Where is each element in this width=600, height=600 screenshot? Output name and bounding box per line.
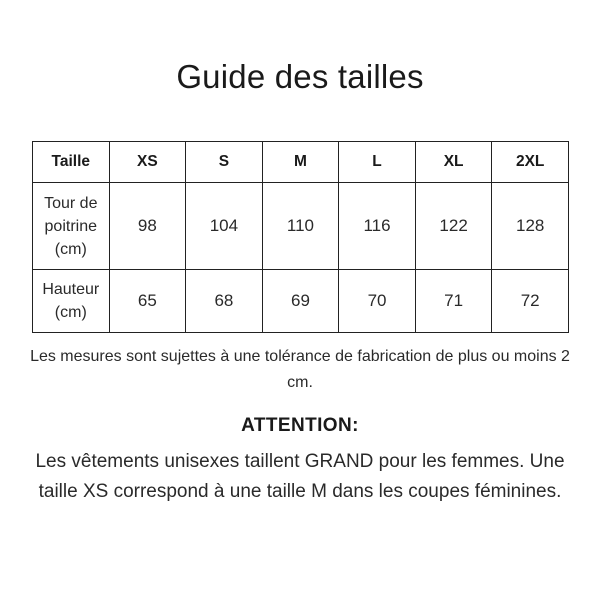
row-label-line: Tour de bbox=[44, 194, 98, 212]
chest-value-l: 116 bbox=[339, 183, 416, 270]
chest-value-2xl: 128 bbox=[492, 183, 569, 270]
row-label-chest bbox=[33, 183, 110, 270]
height-value-m: 69 bbox=[262, 270, 339, 333]
table-header-row bbox=[33, 142, 569, 183]
header-size-2xl: 2XL bbox=[492, 142, 569, 183]
table-row-chest bbox=[33, 183, 569, 270]
header-size-l: L bbox=[339, 142, 416, 183]
height-value-l: 70 bbox=[339, 270, 416, 333]
chest-value-s: 104 bbox=[186, 183, 263, 270]
row-label-line: poitrine bbox=[44, 217, 98, 235]
height-value-s: 68 bbox=[186, 270, 263, 333]
row-label-line: (cm) bbox=[54, 240, 87, 258]
header-label-cell: Taille bbox=[33, 142, 110, 183]
height-value-2xl: 72 bbox=[492, 270, 569, 333]
tolerance-note: Les mesures sont sujettes à une tolérance de fabrication de plus ou moins 2 cm. bbox=[30, 348, 570, 391]
page-title: Guide des tailles bbox=[176, 58, 424, 95]
chest-value-xs: 98 bbox=[109, 183, 186, 270]
height-value-xs: 65 bbox=[109, 270, 186, 333]
size-chart-table bbox=[32, 141, 569, 333]
header-size-xs: XS bbox=[109, 142, 186, 183]
row-label-height bbox=[33, 270, 110, 333]
row-label-line: Hauteur bbox=[42, 281, 100, 298]
attention-heading: ATTENTION: bbox=[241, 415, 359, 436]
header-size-xl: XL bbox=[415, 142, 492, 183]
row-label-line: (cm) bbox=[54, 304, 87, 321]
chest-value-xl: 122 bbox=[415, 183, 492, 270]
header-size-m: M bbox=[262, 142, 339, 183]
chest-value-m: 110 bbox=[262, 183, 339, 270]
table-row-height bbox=[33, 270, 569, 333]
header-size-s: S bbox=[186, 142, 263, 183]
attention-text: Les vêtements unisexes taillent GRAND pour les femmes. Une taille XS correspond à une taille M dans les coupes féminines. bbox=[35, 451, 565, 502]
height-value-xl: 71 bbox=[415, 270, 492, 333]
